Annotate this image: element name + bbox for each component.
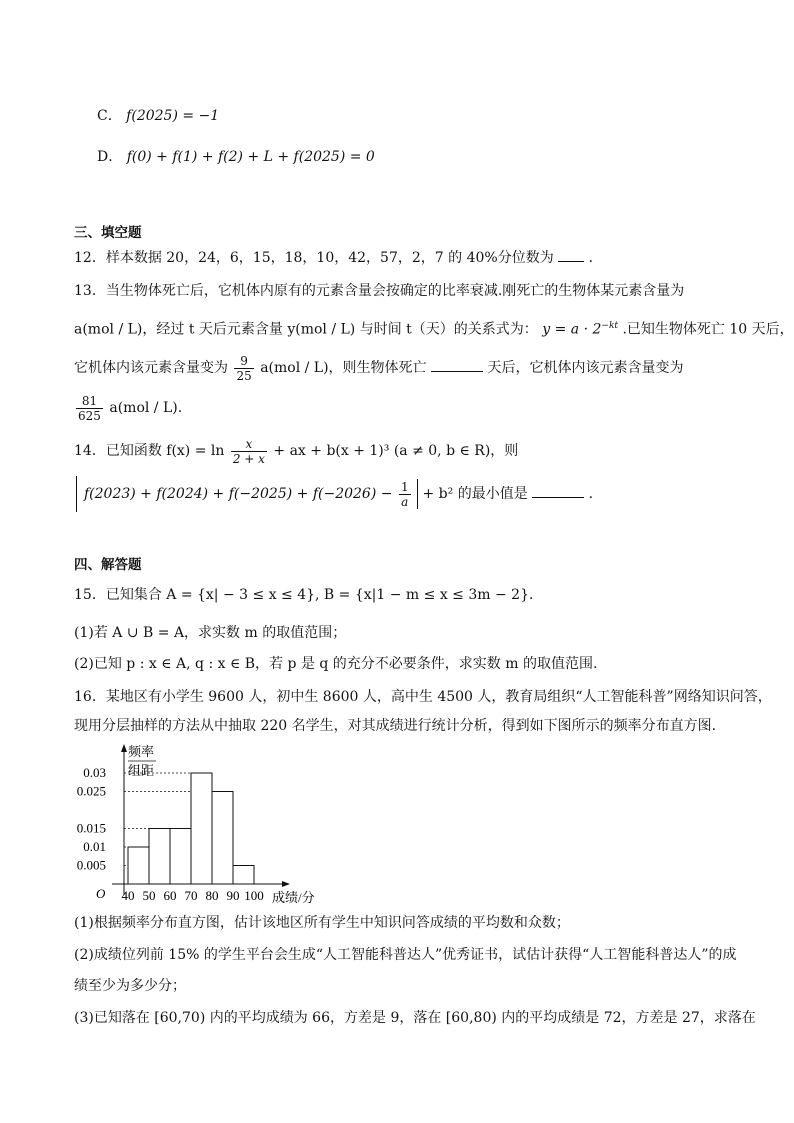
option-d bbox=[97, 148, 375, 166]
q13-line-4 bbox=[74, 391, 182, 425]
q16-part-3: (3)已知落在 [60,70) 内的平均成绩为 66，方差是 9，落在 [60,80) 内的平均成绩是 72，方差是 27，求落在 bbox=[74, 1010, 756, 1026]
option-c-text: f(2025) = −1 bbox=[126, 108, 220, 124]
q16-part-2-a: (2)成绩位列前 15% 的学生平台会生成“人工智能科普达人”优秀证书，试估计获得“人工智能科普达人”的成 bbox=[74, 947, 737, 963]
x-axis-label: 成绩/分 bbox=[272, 890, 315, 905]
option-c-label: C． bbox=[97, 108, 122, 124]
q13-l3a: 它机体内该元素含量变为 bbox=[74, 360, 228, 376]
y-tick-label: 0.015 bbox=[76, 820, 106, 836]
histogram-bar bbox=[191, 773, 212, 884]
question-12 bbox=[74, 247, 603, 267]
q14-l2a: f(2023) + f(2024) + f(−2025) + f(−2026) − bbox=[84, 486, 393, 502]
y-label-bottom: 组距 bbox=[128, 763, 155, 778]
q13-frac2-den: 625 bbox=[78, 408, 101, 423]
y-tick-label: 0.025 bbox=[76, 783, 106, 799]
x-tick-label: 90 bbox=[226, 888, 240, 903]
q13-l2a: a(mol / L)，经过 t 天后元素含量 y(mol / L) 与时间 t（天）的关系式为： bbox=[74, 321, 538, 338]
x-tick-label: 50 bbox=[142, 888, 156, 903]
q15-part-2: (2)已知 p : x ∈ A, q : x ∈ B，若 p 是 q 的充分不必要条件，求实数 m 的取值范围. bbox=[74, 656, 598, 672]
q13-line-1: 13．当生物体死亡后，它机体内原有的元素含量会按确定的比率衰减.刚死亡的生物体某元素含量为 bbox=[74, 283, 685, 299]
q12-answer-blank[interactable] bbox=[558, 247, 584, 262]
x-tick-label: 40 bbox=[121, 888, 135, 903]
histogram-bar bbox=[233, 866, 254, 885]
y-label-top: 频率 bbox=[128, 744, 155, 759]
q12-end: ． bbox=[588, 250, 603, 266]
q13-exponent: −kt bbox=[601, 321, 619, 331]
q16-line-2: 现用分层抽样的方法从中抽取 220 名学生，对其成绩进行统计分析，得到如下图所示的频率分布直方图. bbox=[74, 718, 717, 734]
q13-fraction-9-25 bbox=[234, 354, 253, 383]
histogram-bar bbox=[212, 792, 233, 885]
option-d-label: D． bbox=[97, 149, 123, 165]
abs-bar-left bbox=[76, 476, 77, 512]
q14-fraction-x bbox=[231, 437, 267, 466]
x-tick-label: 80 bbox=[205, 888, 219, 903]
q14-l1a: 14．已知函数 f(x) = ln bbox=[74, 443, 225, 459]
histogram-bar bbox=[149, 829, 170, 885]
y-tick-label: 0.03 bbox=[83, 765, 106, 780]
q13-formula: y = a · 2 bbox=[542, 321, 602, 338]
q13-answer-blank[interactable] bbox=[431, 357, 483, 372]
abs-bar-right bbox=[417, 479, 418, 509]
q14-line-2 bbox=[84, 476, 593, 512]
option-d-text: f(0) + f(1) + f(2) + L + f(2025) = 0 bbox=[126, 149, 375, 165]
q14-l1b: + ax + b(x + 1)³ (a ≠ 0, b ∈ R)，则 bbox=[273, 443, 519, 459]
x-axis-arrow bbox=[282, 881, 290, 887]
q13-l3b: a(mol / L)，则生物体死亡 bbox=[260, 360, 427, 376]
q14-fraction-1-a bbox=[399, 480, 411, 509]
q14-answer-blank[interactable] bbox=[532, 483, 584, 498]
option-c bbox=[97, 107, 219, 125]
q13-l3c: 天后，它机体内该元素含量变为 bbox=[487, 360, 684, 376]
q15-part-1: (1)若 A ∪ B = A，求实数 m 的取值范围； bbox=[74, 625, 347, 641]
q14-frac-den: 2 + x bbox=[232, 451, 265, 466]
y-axis-arrow bbox=[121, 744, 127, 752]
histogram-bar bbox=[128, 847, 149, 884]
q13-l2c: .已知生物体死亡 10 天后， bbox=[622, 321, 794, 338]
q14-end: . bbox=[588, 486, 594, 502]
q14-frac-num: x bbox=[231, 437, 267, 452]
q12-text: 12．样本数据 20，24，6，15，18，10，42，57，2，7 的 40%分位数为 bbox=[74, 250, 554, 266]
histogram-bar bbox=[170, 829, 191, 885]
x-tick-label: 100 bbox=[244, 888, 264, 903]
origin-label: O bbox=[96, 886, 106, 901]
q13-line-2 bbox=[74, 317, 794, 339]
q13-frac1-num: 9 bbox=[234, 354, 253, 369]
q16-part-2-b: 绩至少为多少分； bbox=[74, 978, 186, 994]
q16-part-1: (1)根据频率分布直方图，估计该地区所有学生中知识问答成绩的平均数和众数； bbox=[74, 915, 570, 931]
q13-fraction-81-625 bbox=[76, 394, 103, 423]
section-title-fill-blank: 三、填空题 bbox=[74, 225, 142, 241]
q14-line-1 bbox=[74, 434, 518, 468]
y-tick-label: 0.01 bbox=[83, 839, 106, 854]
q13-l4b: a(mol / L). bbox=[109, 400, 183, 416]
q14-frac2-den: a bbox=[401, 494, 409, 509]
q16-line-1: 16．某地区有小学生 9600 人，初中生 8600 人，高中生 4500 人，教育局组织“人工智能科普”网络知识问答， bbox=[74, 689, 772, 705]
q14-l2b: + b² 的最小值是 bbox=[422, 486, 528, 502]
x-tick-label: 60 bbox=[163, 888, 177, 903]
q14-frac2-num: 1 bbox=[400, 479, 409, 494]
q13-line-3 bbox=[74, 351, 683, 385]
x-tick-label: 70 bbox=[184, 888, 198, 903]
q13-frac2-num: 81 bbox=[76, 394, 103, 409]
q13-frac1-den: 25 bbox=[236, 368, 252, 383]
q15-line-1: 15．已知集合 A = {x| − 3 ≤ x ≤ 4}, B = {x|1 − m ≤ x ≤ 3m − 2}． bbox=[74, 587, 543, 603]
frequency-histogram bbox=[72, 738, 342, 908]
y-tick-label: 0.005 bbox=[76, 857, 106, 873]
section-title-solutions: 四、解答题 bbox=[74, 557, 142, 573]
